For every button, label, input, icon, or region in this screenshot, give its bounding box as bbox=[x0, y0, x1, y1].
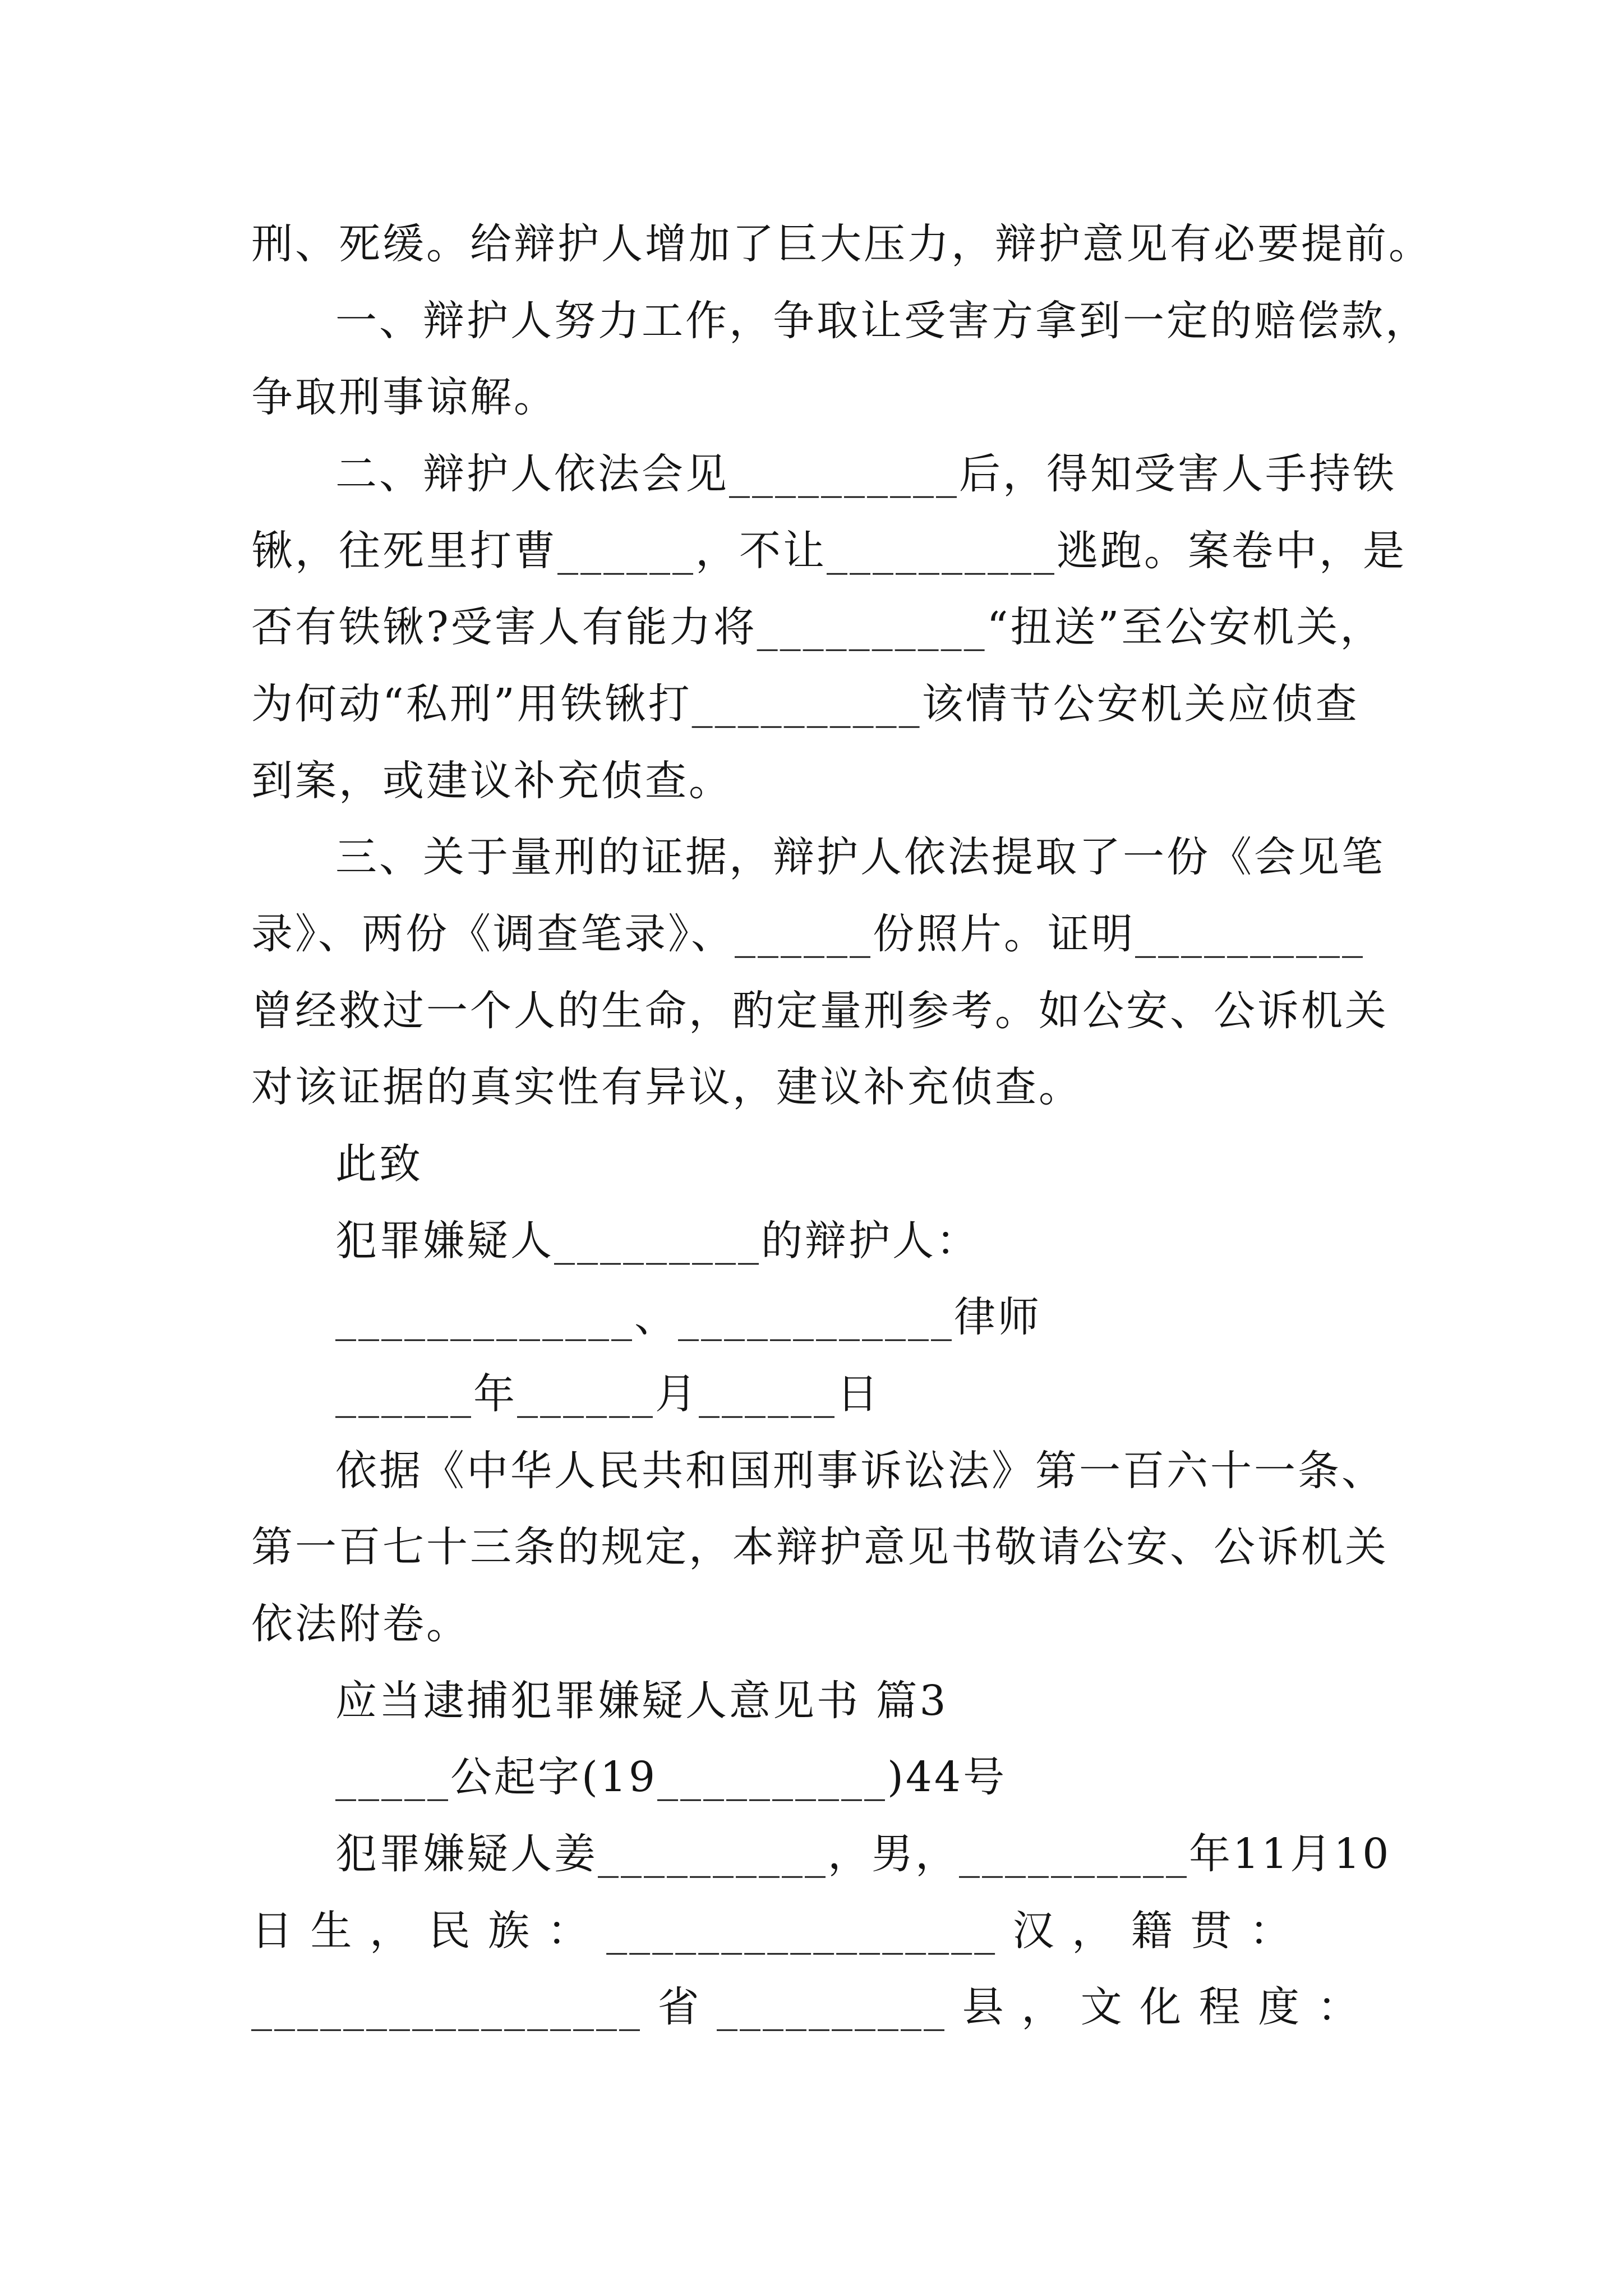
text-line: 依法附卷。 bbox=[251, 1600, 470, 1648]
text-line: 为何动“私刑”用铁锹打__________该情节公安机关应侦查 bbox=[251, 680, 1359, 728]
text-line: 到案，或建议补充侦查。 bbox=[251, 757, 732, 805]
text-line: 曾经救过一个人的生命，酌定量刑参考。如公安、公诉机关 bbox=[251, 987, 1389, 1035]
text-line: 犯罪嫌疑人姜__________，男，__________年11月10 bbox=[335, 1830, 1391, 1878]
text-line: 第一百七十三条的规定，本辩护意见书敬请公安、公诉机关 bbox=[251, 1523, 1389, 1571]
text-line: 刑、死缓。给辩护人增加了巨大压力，辩护意见有必要提前。 bbox=[251, 220, 1432, 268]
text-line: 录》、两份《调查笔录》、______份照片。证明__________ bbox=[251, 910, 1365, 958]
text-line: 依据《中华人民共和国刑事诉讼法》第一百六十一条、 bbox=[335, 1447, 1385, 1495]
section-heading: 应当逮捕犯罪嫌疑人意见书 篇3 bbox=[335, 1677, 948, 1725]
text-line: 一、辩护人努力工作，争取让受害方拿到一定的赔偿款， bbox=[335, 297, 1429, 345]
text-line: 二、辩护人依法会见__________后，得知受害人手持铁 bbox=[335, 450, 1396, 498]
text-line: _________________ 省 __________ 县 ， 文 化 程 度 ： bbox=[251, 1983, 1361, 2031]
text-line: ______年______月______日 bbox=[335, 1370, 880, 1418]
text-line: 此致 bbox=[335, 1140, 423, 1188]
text-line: 争取刑事谅解。 bbox=[251, 373, 557, 421]
text-line: 否有铁锹?受害人有能力将__________“扭送”至公安机关， bbox=[251, 603, 1384, 651]
text-line: 犯罪嫌疑人_________的辩护人： bbox=[335, 1217, 980, 1265]
text-line: 三、关于量刑的证据，辩护人依法提取了一份《会见笔 bbox=[335, 833, 1385, 881]
text-line: 锹，往死里打曹______，不让__________逃跑。案卷中，是 bbox=[251, 527, 1407, 575]
text-line: 对该证据的真实性有异议，建议补充侦查。 bbox=[251, 1063, 1082, 1111]
text-line: _____公起字(19__________)44号 bbox=[335, 1753, 1007, 1801]
text-line: _____________、____________律师 bbox=[335, 1293, 1041, 1341]
text-line: 日 生 ， 民 族 ： _________________ 汉 ， 籍 贯 ： bbox=[251, 1907, 1293, 1955]
